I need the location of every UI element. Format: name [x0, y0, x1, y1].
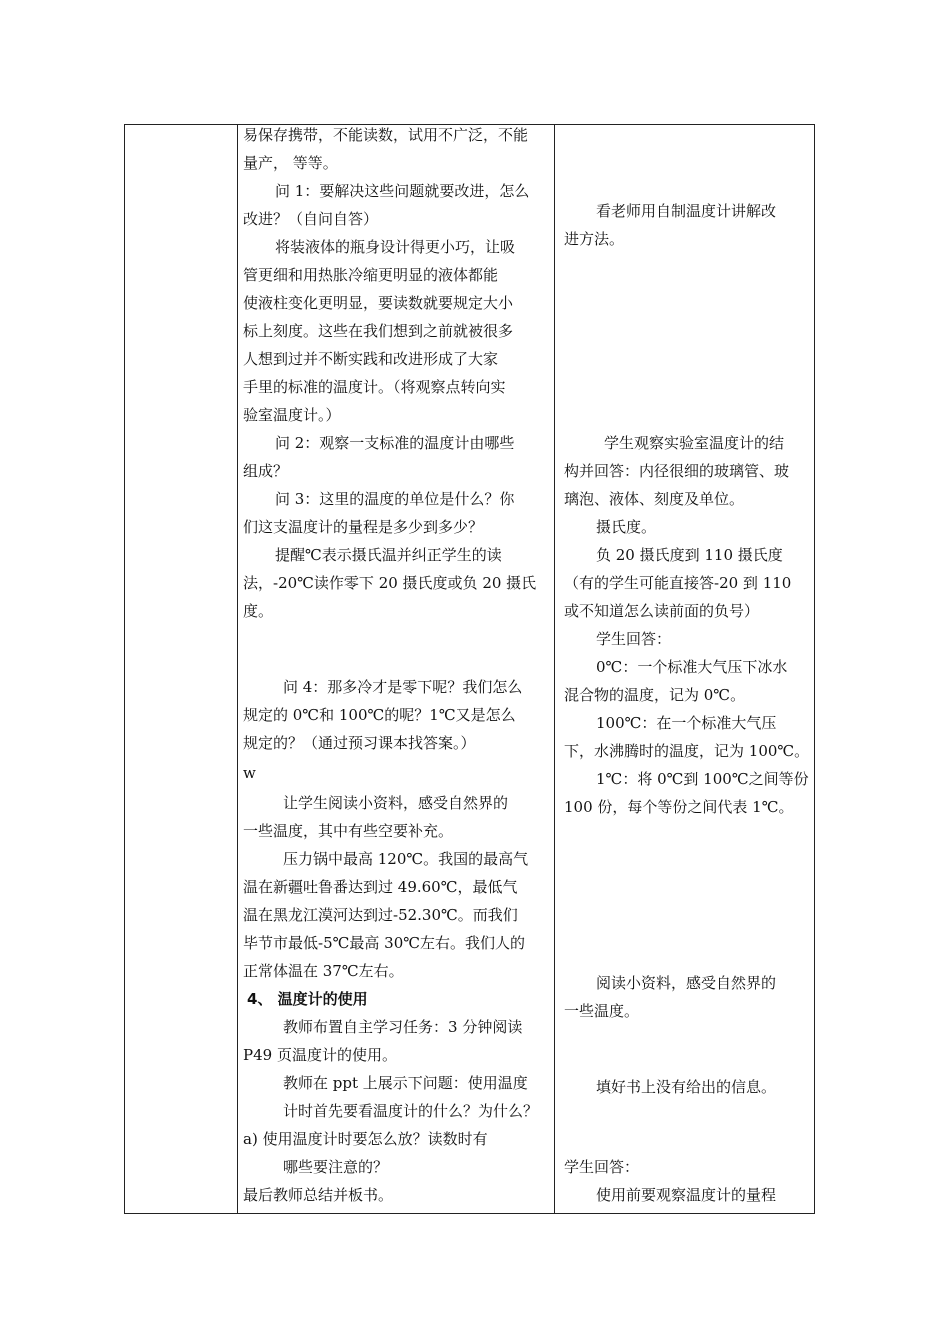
text-line: 度。 — [243, 602, 274, 620]
student-activity-column — [556, 125, 814, 1213]
text-line: 组成？ — [243, 462, 289, 480]
text-line: 使液柱变化更明显，要读数就要规定大小 — [243, 294, 514, 312]
text-line: 将装液体的瓶身设计得更小巧，让吸 — [275, 238, 516, 256]
text-line: 温在新疆吐鲁番达到过 49.60℃，最低气 — [243, 878, 518, 896]
text-line: 改进？（自问自答） — [243, 210, 379, 228]
text-line: 负 20 摄氏度到 110 摄氏度 — [596, 546, 783, 564]
text-line: 进方法。 — [564, 230, 625, 248]
text-line: 最后教师总结并板书。 — [243, 1186, 394, 1204]
text-line: 们这支温度计的量程是多少到多少？ — [243, 518, 484, 536]
text-line: 验室温度计。） — [243, 406, 341, 424]
text-line: 看老师用自制温度计讲解改 — [596, 202, 777, 220]
text-line: 教师在 ppt 上展示下问题：使用温度 — [283, 1074, 528, 1092]
text-line: 温在黑龙江漠河达到过-52.30℃。而我们 — [243, 906, 518, 924]
text-line: 使用前要观察温度计的量程 — [596, 1186, 777, 1204]
text-line: a) 使用温度计时要怎么放？读数时有 — [243, 1130, 488, 1148]
text-line: 问 3：这里的温度的单位是什么？你 — [275, 490, 515, 508]
text-line: 混合物的温度，记为 0℃。 — [564, 686, 746, 704]
text-line: P49 页温度计的使用。 — [243, 1046, 397, 1064]
text-line: 易保存携带，不能读数，试用不广泛，不能 — [243, 126, 529, 144]
text-line: 问 1：要解决这些问题就要改进，怎么 — [275, 182, 530, 200]
text-line: 人想到过并不断实践和改进形成了大家 — [243, 350, 499, 368]
text-line: 阅读小资料，感受自然界的 — [596, 974, 777, 992]
text-line: 正常体温在 37℃左右。 — [243, 962, 404, 980]
text-line: 教师布置自主学习任务：3 分钟阅读 — [283, 1018, 523, 1036]
text-line: 4、 温度计的使用 — [247, 990, 368, 1008]
text-line: w — [243, 764, 256, 782]
text-line: 璃泡、液体、刻度及单位。 — [564, 490, 745, 508]
text-line: （有的学生可能直接答-20 到 110 — [564, 574, 792, 592]
text-line: 100 份，每个等份之间代表 1℃。 — [564, 798, 794, 816]
text-line: 0℃：一个标准大气压下冰水 — [596, 658, 788, 676]
text-line: 摄氏度。 — [596, 518, 657, 536]
teacher-activity-column — [239, 125, 553, 1213]
text-line: 规定的？（通过预习课本找答案。） — [243, 734, 476, 752]
lesson-table — [124, 124, 815, 1214]
text-line: 填好书上没有给出的信息。 — [596, 1078, 777, 1096]
text-line: 提醒℃表示摄氏温并纠正学生的读 — [275, 546, 502, 564]
text-line: 学生回答： — [596, 630, 672, 648]
text-line: 标上刻度。这些在我们想到之前就被很多 — [243, 322, 514, 340]
text-line: 问 2：观察一支标准的温度计由哪些 — [275, 434, 515, 452]
text-line: 手里的标准的温度计。（将观察点转向实 — [243, 378, 506, 396]
column-divider — [237, 125, 238, 1213]
text-line: 量产， 等等。 — [243, 154, 338, 172]
text-line: 压力锅中最高 120℃。我国的最高气 — [283, 850, 529, 868]
text-line: 学生回答： — [564, 1158, 640, 1176]
text-line: 问 4：那多冷才是零下呢？我们怎么 — [283, 678, 523, 696]
text-line: 一些温度，其中有些空要补充。 — [243, 822, 454, 840]
text-line: 构并回答：内径很细的玻璃管、玻 — [564, 462, 790, 480]
text-line: 下，水沸腾时的温度，记为 100℃。 — [564, 742, 810, 760]
text-line: 学生观察实验室温度计的结 — [604, 434, 785, 452]
text-line: 规定的 0℃和 100℃的呢？1℃又是怎么 — [243, 706, 516, 724]
text-line: 毕节市最低-5℃最高 30℃左右。我们人的 — [243, 934, 526, 952]
text-line: 或不知道怎么读前面的负号） — [564, 602, 760, 620]
text-line: 1℃：将 0℃到 100℃之间等份 — [596, 770, 809, 788]
column-divider — [554, 125, 555, 1213]
text-line: 让学生阅读小资料，感受自然界的 — [283, 794, 509, 812]
text-line: 一些温度。 — [564, 1002, 640, 1020]
text-line: 管更细和用热胀冷缩更明显的液体都能 — [243, 266, 499, 284]
text-line: 100℃：在一个标准大气压 — [596, 714, 777, 732]
text-line: 计时首先要看温度计的什么？为什么？ — [283, 1102, 539, 1120]
text-line: 法，-20℃读作零下 20 摄氏度或负 20 摄氏 — [243, 574, 537, 592]
text-line: 哪些要注意的？ — [283, 1158, 389, 1176]
